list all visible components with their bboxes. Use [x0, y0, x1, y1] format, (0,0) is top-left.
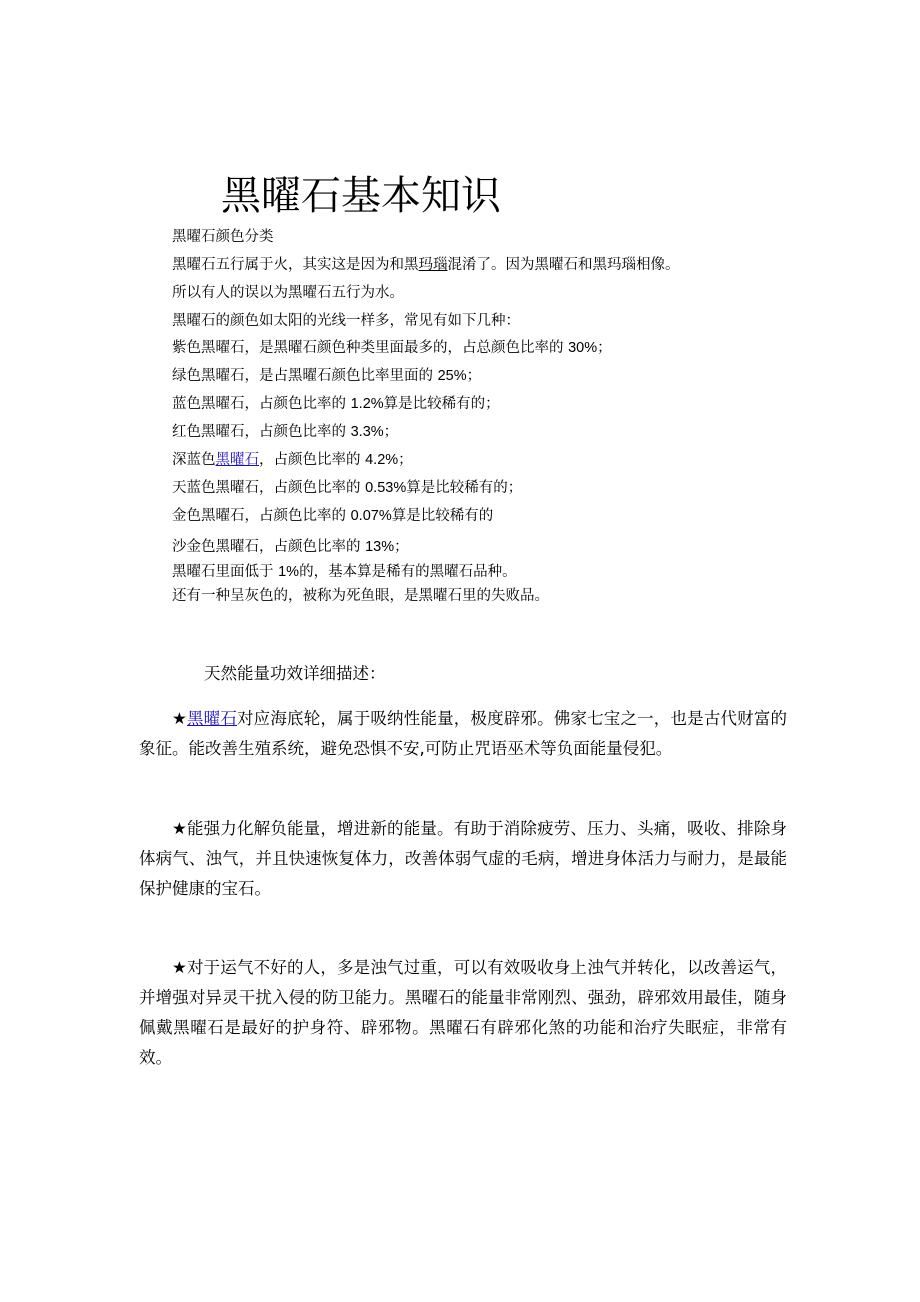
color-item-suffix: 算是比较稀有的: [391, 508, 494, 524]
color-item-suffix: 算是比较稀有的；: [406, 480, 523, 496]
color-percentage: 3.3%: [350, 424, 384, 440]
obsidian-link[interactable]: 黑曜石: [186, 709, 237, 728]
color-item-text: 蓝色黑曜石，占颜色比率的: [172, 396, 351, 412]
color-item-text: 绿色黑曜石，是占黑曜石颜色比率里面的: [172, 368, 438, 384]
rare-note: [172, 562, 517, 582]
color-item-deep-blue: [172, 450, 413, 470]
intro-line-3: 黑曜石的颜色如太阳的光线一样多，常见有如下几种：: [172, 313, 520, 329]
color-percentage: 13%: [365, 539, 395, 555]
color-percentage: 1.2%: [350, 396, 384, 412]
document-title: 黑曜石基本知识: [221, 173, 501, 219]
color-item-text: 深蓝色: [172, 452, 216, 468]
color-item-blue: [172, 394, 500, 414]
paragraph-1: [139, 704, 787, 764]
intro-text-a: 黑曜石五行属于火，其实这是因为和黑: [172, 257, 419, 273]
intro-line-2: 所以有人的误以为黑曜石五行为水。: [172, 285, 404, 301]
color-item-suffix: ；: [466, 368, 482, 384]
rare-note-text: 黑曜石里面低于: [172, 564, 279, 580]
obsidian-link[interactable]: 黑曜石: [215, 452, 259, 468]
section-heading-energy-effects: 天然能量功效详细描述：: [204, 664, 386, 683]
color-item-red: [172, 422, 398, 442]
color-item-sky-blue: [172, 478, 522, 498]
color-percentage: 30%: [568, 340, 598, 356]
color-item-text: 沙金色黑曜石，占颜色比率的: [172, 539, 366, 555]
paragraph-2: ★能强力化解负能量，增进新的能量。有助于消除疲劳、压力、头痛，吸收、排除身体病气、浊气，并且快速恢复体力，改善体弱气虚的毛病，增进身体活力与耐力，是最能保护健康的宝石。: [139, 819, 787, 898]
paragraph-3: ★对于运气不好的人，多是浊气过重，可以有效吸收身上浊气并转化，以改善运气，并增强对异灵干扰入侵的防卫能力。黑曜石的能量非常刚烈、强劲，辟邪效用最佳，随身佩戴黑曜石是最好的护身符、辟邪物。黑曜石有辟邪化煞的功能和治疗失眠症，非常有效。: [139, 958, 787, 1067]
color-item-text: 天蓝色黑曜石，占颜色比率的: [172, 480, 366, 496]
intro-text-c: 混淆了。因为黑曜石和黑玛瑙相像。: [447, 257, 680, 273]
intro-line-1: [172, 255, 680, 275]
color-item-text: ，占颜色比率的: [259, 452, 366, 468]
color-item-gold: [172, 506, 493, 526]
star-icon: ★: [172, 709, 187, 728]
color-item-suffix: ；: [597, 340, 612, 356]
color-item-suffix: ；: [394, 539, 409, 555]
color-item-green: [172, 366, 481, 386]
grey-note: 还有一种呈灰色的，被称为死鱼眼，是黑曜石里的失败品。: [172, 588, 549, 604]
color-percentage: 25%: [437, 368, 467, 384]
color-item-text: 紫色黑曜石，是黑曜石颜色种类里面最多的，占总颜色比率的: [172, 340, 569, 356]
section-heading-color-classification: 黑曜石颜色分类: [172, 229, 274, 245]
rare-note-text: 的，基本算是稀有的黑曜石品种。: [299, 564, 517, 580]
color-item-text: 金色黑曜石，占颜色比率的: [172, 508, 351, 524]
color-item-suffix: ；: [398, 452, 413, 468]
color-item-sand-gold: [172, 537, 409, 557]
color-item-suffix: 算是比较稀有的；: [383, 396, 500, 412]
color-percentage: 0.53%: [365, 480, 407, 496]
color-item-suffix: ；: [383, 424, 399, 440]
agate-term: 玛瑙: [418, 257, 448, 273]
color-percentage: 4.2%: [365, 452, 399, 468]
rare-percentage: 1%: [278, 564, 300, 580]
color-item-purple: [172, 338, 612, 358]
color-item-text: 红色黑曜石，占颜色比率的: [172, 424, 351, 440]
paragraph-text: 对应海底轮，属于吸纳性能量，极度辟邪。佛家七宝之一，也是古代财富的象征。能改善生殖系统，避免恐惧不安,可防止咒语巫术等负面能量侵犯。: [139, 709, 788, 758]
color-percentage: 0.07%: [350, 508, 392, 524]
